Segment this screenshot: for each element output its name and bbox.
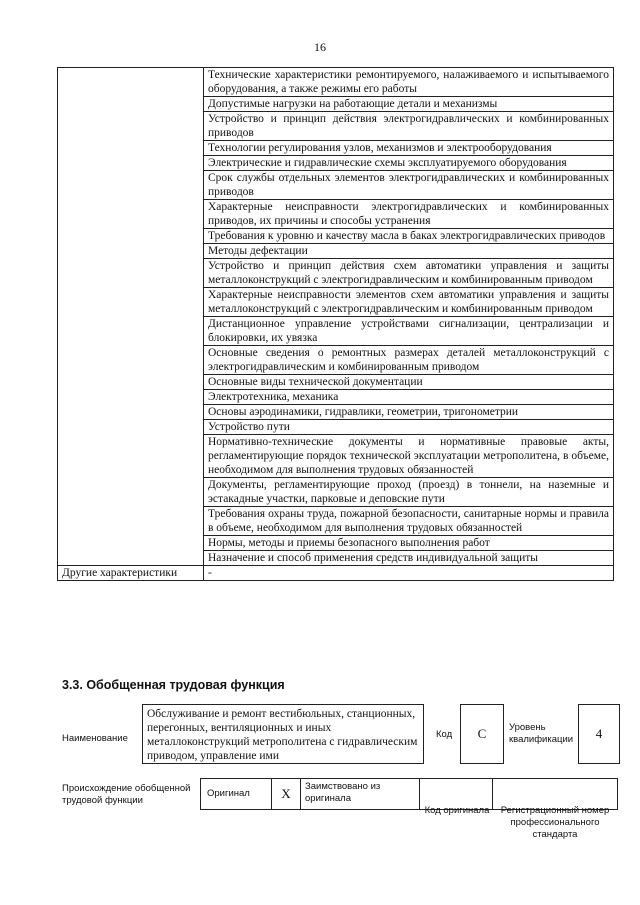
table-row	[58, 68, 614, 97]
code-original-caption: Код оригинала	[424, 805, 490, 816]
requirement-item: Дистанционное управление устройствами сигнализации, централизации и блокировки, их увязка	[204, 317, 614, 346]
registration-number-caption: Регистрационный номер профессионального стандарта	[500, 805, 610, 840]
requirement-item: Электрические и гидравлические схемы эксплуатируемого оборудования	[204, 156, 614, 171]
requirement-item: Требования охраны труда, пожарной безопасности, санитарные нормы и правила в объеме, необходимом для выполнения трудовых обязанностей	[204, 507, 614, 536]
other-characteristics-value: -	[204, 566, 614, 581]
requirement-item: Характерные неисправности электрогидравлических и комбинированных приводов, их причины и способы устранения	[204, 200, 614, 229]
requirement-item: Требования к уровню и качеству масла в баках электрогидравлических приводов	[204, 229, 614, 244]
requirements-table	[57, 67, 614, 581]
page-number: 16	[314, 40, 326, 54]
requirement-item: Основы аэродинамики, гидравлики, геометрии, тригонометрии	[204, 405, 614, 420]
code-label: Код	[436, 729, 453, 740]
borrowed-label: Заимствовано из оригинала	[300, 778, 420, 810]
qualification-level-field: 4	[578, 704, 620, 764]
function-name-field: Обслуживание и ремонт вестибюльных, станционных, перегонных, вентиляционных и иных металлоконструкций метрополитена с гидравлическим приводом, управление ими	[142, 704, 424, 764]
requirement-item: Технологии регулирования узлов, механизмов и электрооборудования	[204, 141, 614, 156]
requirement-item: Устройство и принцип действия схем автоматики управления и защиты металлоконструкций с электрогидравлическим и комбинированным приводом	[204, 259, 614, 288]
requirement-item: Основные виды технической документации	[204, 375, 614, 390]
requirement-item: Срок службы отдельных элементов электрогидравлических и комбинированных приводов	[204, 171, 614, 200]
required-knowledge-label-cell	[58, 68, 204, 566]
requirement-item: Устройство пути	[204, 420, 614, 435]
requirement-item: Нормативно-технические документы и нормативные правовые акты, регламентирующие порядок технической эксплуатации метрополитена, в объеме, необходимом для выполнения трудовых обязанностей	[204, 435, 614, 478]
qualification-level-label: Уровень квалификации	[509, 722, 574, 745]
name-label: Наименование	[62, 733, 128, 744]
requirement-item: Характерные неисправности элементов схем автоматики управления и защиты металлоконструкций с электрогидравлическим и комбинированным приводом	[204, 288, 614, 317]
requirement-item: Устройство и принцип действия электрогидравлических и комбинированных приводов	[204, 112, 614, 141]
origin-label: Происхождение обобщенной трудовой функции	[62, 783, 191, 806]
code-field: C	[460, 704, 504, 764]
section-title: 3.3. Обобщенная трудовая функция	[62, 678, 285, 692]
original-mark: X	[271, 778, 301, 810]
requirement-item: Назначение и способ применения средств индивидуальной защиты	[204, 551, 614, 566]
requirement-item: Нормы, методы и приемы безопасного выполнения работ	[204, 536, 614, 551]
requirement-item: Методы дефектации	[204, 244, 614, 259]
requirement-item: Допустимые нагрузки на работающие детали и механизмы	[204, 97, 614, 112]
other-characteristics-label: Другие характеристики	[58, 566, 204, 581]
table-row	[58, 566, 614, 581]
requirement-item: Технические характеристики ремонтируемого, налаживаемого и испытываемого оборудования, а также режимы его работы	[204, 68, 614, 97]
original-label: Оригинал	[200, 778, 272, 810]
requirement-item: Документы, регламентирующие проход (проезд) в тоннели, на наземные и эстакадные участки, парковые и деповские пути	[204, 478, 614, 507]
requirement-item: Электротехника, механика	[204, 390, 614, 405]
requirement-item: Основные сведения о ремонтных размерах деталей металлоконструкций с электрогидравлическим и комбинированным приводом	[204, 346, 614, 375]
